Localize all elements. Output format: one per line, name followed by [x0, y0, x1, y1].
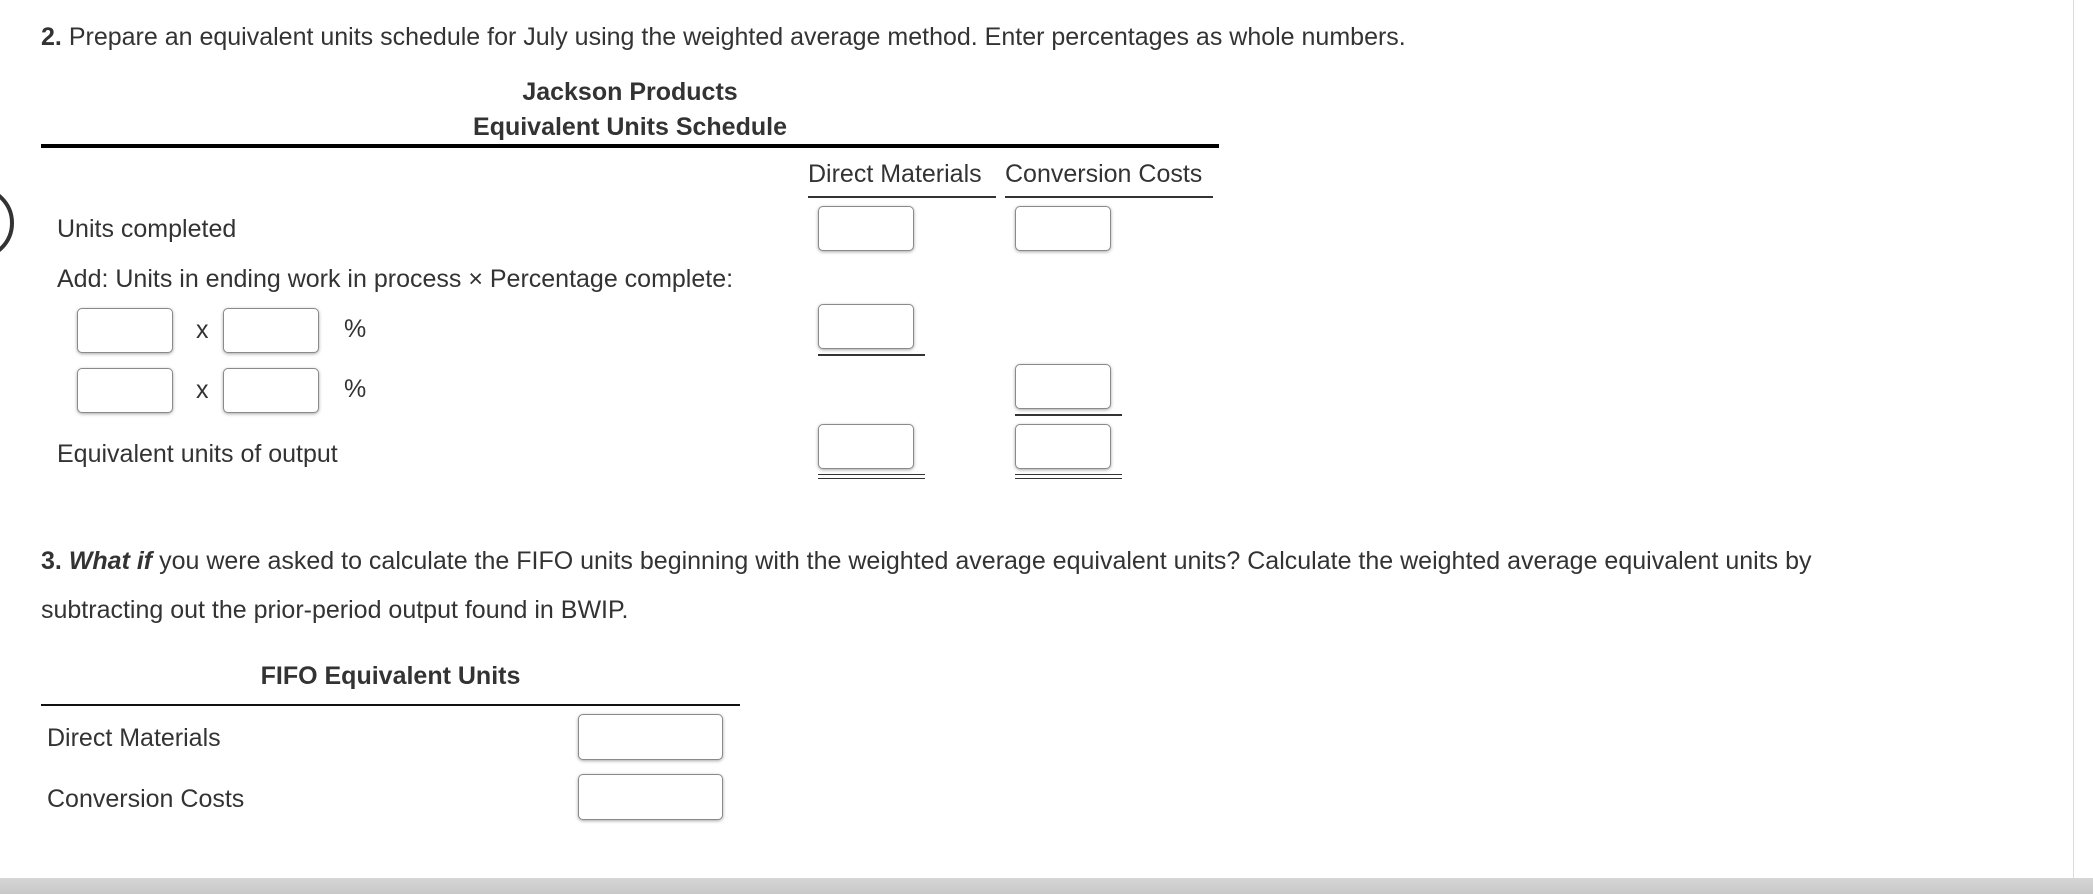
fifo-row-label-direct-materials: Direct Materials [47, 724, 221, 752]
times-symbol: x [196, 316, 209, 344]
question-2-number: 2. [41, 23, 62, 51]
fifo-conversion-costs-input[interactable] [578, 774, 723, 820]
column-header-conversion-costs: Conversion Costs [1005, 160, 1203, 188]
question-3-emphasis: What if [68, 547, 153, 575]
bottom-scrollbar[interactable] [0, 878, 2093, 894]
column-header-direct-materials: Direct Materials [808, 160, 982, 188]
ewip-cc-result-input[interactable] [1015, 364, 1111, 409]
ewip-percent-dm-input[interactable] [223, 308, 319, 353]
schedule-header-rule [41, 144, 1219, 148]
question-3-prompt-line-1 [41, 549, 1812, 574]
row-label-add-ending-wip: Add: Units in ending work in process × Percentage complete: [57, 265, 734, 293]
schedule-company-name: Jackson Products [522, 78, 738, 106]
ewip-units-dm-input[interactable] [77, 308, 173, 353]
percent-symbol: % [344, 315, 367, 343]
fifo-header-rule [41, 704, 740, 706]
ewip-percent-cc-input[interactable] [223, 368, 319, 413]
equivalent-units-cc-input[interactable] [1015, 424, 1111, 469]
column-header-direct-materials-underline [808, 196, 996, 198]
question-3-text-line-2: subtracting out the prior-period output found in BWIP. [41, 596, 629, 624]
column-header-conversion-costs-underline [1005, 196, 1213, 198]
units-completed-cc-input[interactable] [1015, 206, 1111, 251]
equivalent-units-dm-double-underline [818, 474, 925, 479]
ewip-dm-result-underline [818, 354, 925, 356]
equivalent-units-dm-input[interactable] [818, 424, 914, 469]
ewip-cc-result-underline [1015, 414, 1122, 416]
question-2-prompt [41, 25, 1406, 50]
partial-circle-marker [0, 186, 14, 260]
equivalent-units-cc-double-underline [1015, 474, 1122, 479]
question-3-text-line-1: you were asked to calculate the FIFO units beginning with the weighted average equivalent units? Calculate the weighted average equivalent units by [159, 547, 1812, 575]
fifo-direct-materials-input[interactable] [578, 714, 723, 760]
row-label-equivalent-units: Equivalent units of output [57, 440, 338, 468]
times-symbol: x [196, 376, 209, 404]
percent-symbol: % [344, 375, 367, 403]
question-3-number: 3. [41, 547, 62, 575]
units-completed-dm-input[interactable] [818, 206, 914, 251]
fifo-table-title: FIFO Equivalent Units [260, 662, 521, 690]
ewip-units-cc-input[interactable] [77, 368, 173, 413]
ewip-dm-result-input[interactable] [818, 304, 914, 349]
row-label-units-completed: Units completed [57, 215, 237, 243]
question-2-text: Prepare an equivalent units schedule for July using the weighted average method. Enter percentages as whole numbers. [68, 23, 1406, 51]
fifo-row-label-conversion-costs: Conversion Costs [47, 785, 245, 813]
right-edge-panel [2073, 0, 2093, 878]
schedule-title: Equivalent Units Schedule [473, 113, 787, 141]
